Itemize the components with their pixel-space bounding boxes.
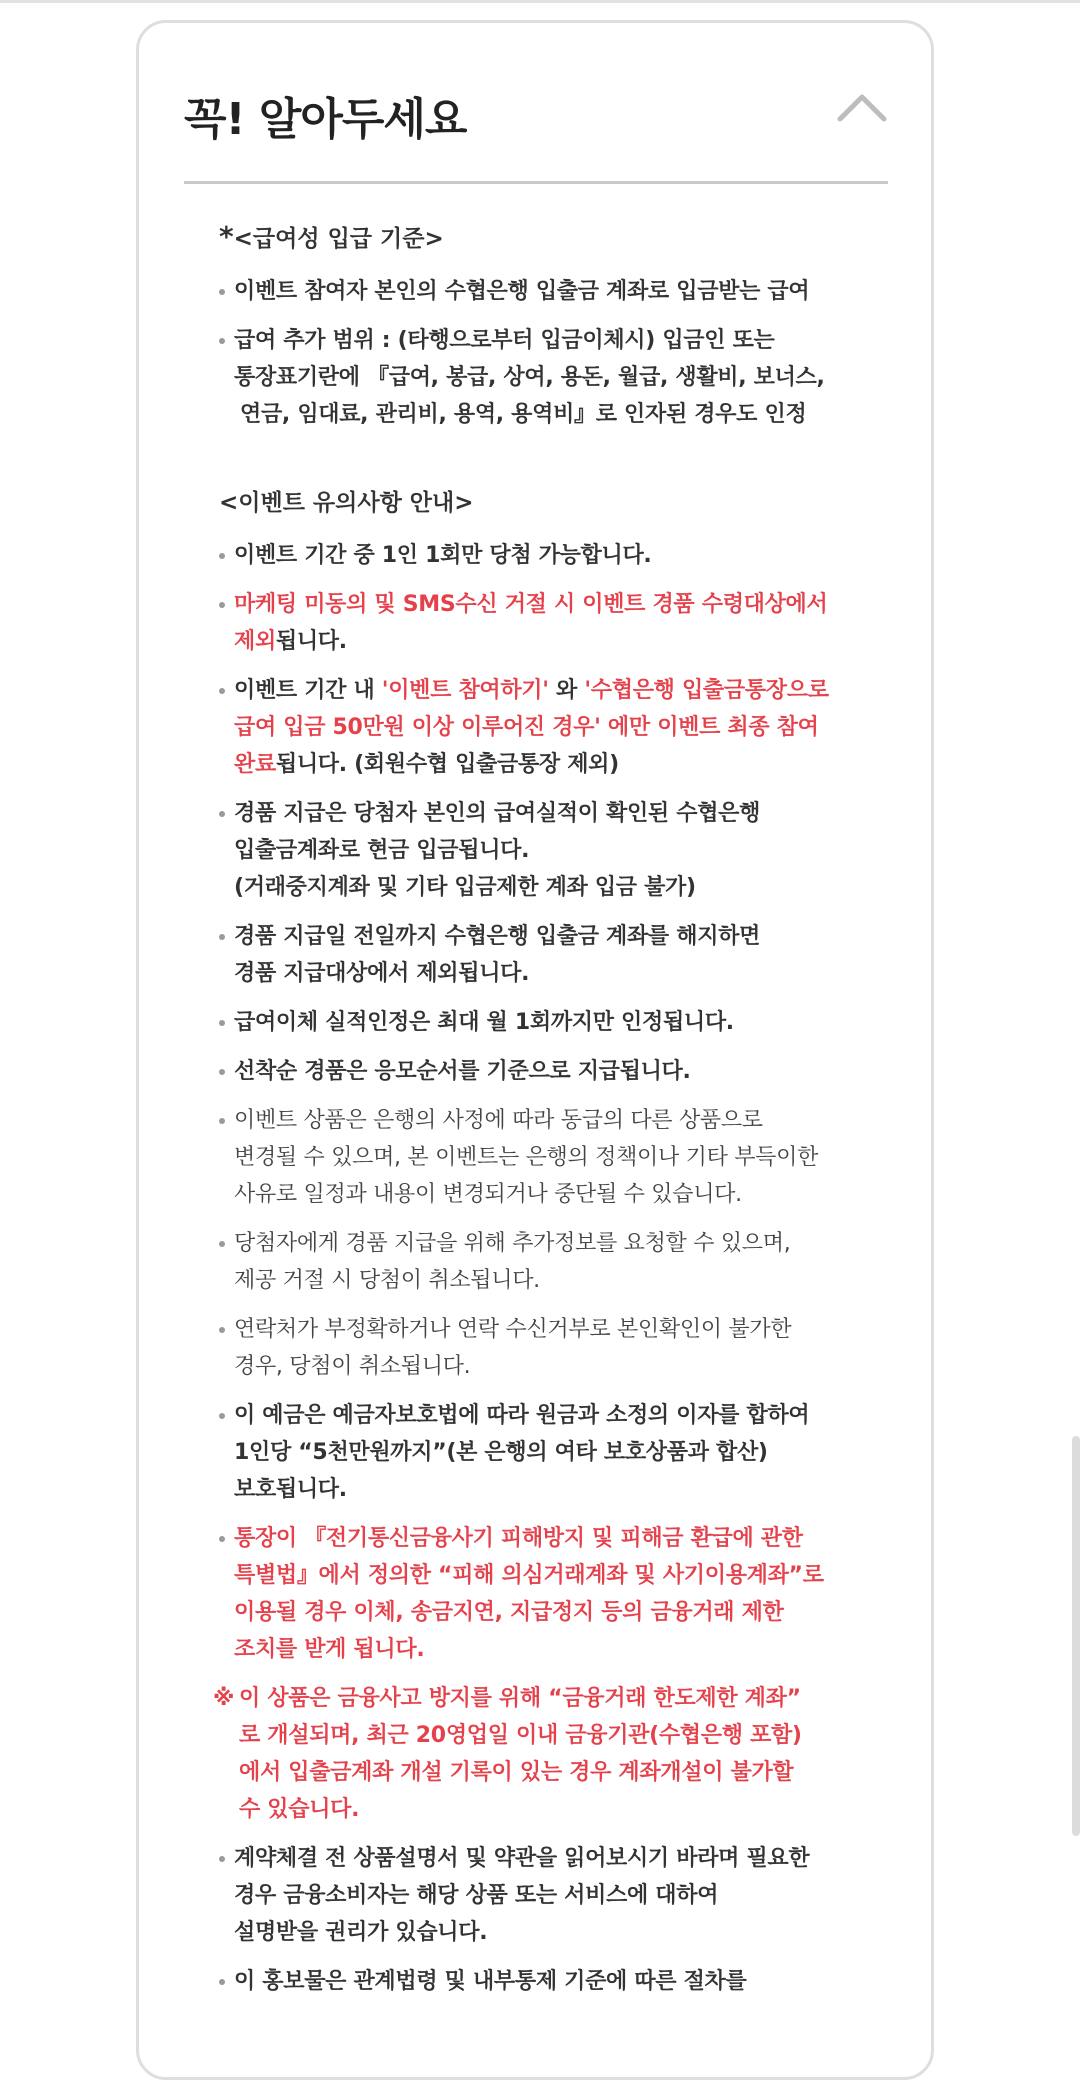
list-item: 이벤트 참여자 본인의 수협은행 입출금 계좌로 입금받는 급여 [219, 273, 889, 310]
top-divider [0, 0, 1080, 3]
list-item: 통장이 『전기통신금융사기 피해방지 및 피해금 환급에 관한 특별법』에서 정의한 “피해 의심거래계좌 및 사기이용계좌”로 이용될 경우 이체, 송금지연, 지급정지 등의 금융거래 제한 조치를 받게 됩니다. [219, 1520, 889, 1668]
notice-content [213, 219, 889, 2012]
chevron-up-icon [832, 83, 892, 133]
list-item: 급여이체 실적인정은 최대 월 1회까지만 인정됩니다. [219, 1004, 889, 1041]
list-item: 계약체결 전 상품설명서 및 약관을 읽어보시기 바라며 필요한 경우 금융소비자는 해당 상품 또는 서비스에 대하여 설명받을 권리가 있습니다. [219, 1840, 889, 1951]
list-item: 이벤트 기간 내 '이벤트 참여하기' 와 '수협은행 입출금통장으로 급여 입금 50만원 이상 이루어진 경우' 에만 이벤트 최종 참여 완료됩니다. (회원수협 입출금통장 제외) [219, 672, 889, 783]
list-item: 당첨자에게 경품 지급을 위해 추가정보를 요청할 수 있으며, 제공 거절 시 당첨이 취소됩니다. [219, 1225, 889, 1299]
list-item: 이벤트 기간 중 1인 1회만 당첨 가능합니다. [219, 537, 889, 574]
list-item: ※ 이 상품은 금융사고 방지를 위해 “금융거래 한도제한 계좌” 로 개설되며, 최근 20영업일 이내 금융기관(수협은행 포함) 에서 입출금계좌 개설 기록이 있는 경우 계좌개설이 불가할 수 있습니다. [219, 1680, 889, 1828]
notice-card [136, 20, 934, 2080]
list-item: 선착순 경품은 응모순서를 기준으로 지급됩니다. [219, 1053, 889, 1090]
note-mark-icon: ※ [213, 1686, 235, 1711]
list-item: 연락처가 부정확하거나 연락 수신거부로 본인확인이 불가한 경우, 당첨이 취소됩니다. [219, 1311, 889, 1385]
event-notice-list [213, 537, 889, 2000]
section-title-event-notice: <이벤트 유의사항 안내> [219, 490, 474, 516]
list-item: 이 예금은 예금자보호법에 따라 원금과 소정의 이자를 합하여 1인당 “5천만원까지”(본 은행의 여타 보호상품과 합산) 보호됩니다. [219, 1397, 889, 1508]
list-item: 마케팅 미동의 및 SMS수신 거절 시 이벤트 경품 수령대상에서 제외됩니다. [219, 586, 889, 660]
list-item: 경품 지급일 전일까지 수협은행 입출금 계좌를 해지하면 경품 지급대상에서 제외됩니다. [219, 918, 889, 992]
scrollbar-thumb[interactable] [1072, 1436, 1080, 1836]
salary-criteria-list [219, 273, 889, 433]
section-title-salary-criteria: *<급여성 입급 기준> [219, 220, 444, 253]
list-item: 이벤트 상품은 은행의 사정에 따라 동급의 다른 상품으로 변경될 수 있으며, 본 이벤트는 은행의 정책이나 기타 부득이한 사유로 일정과 내용이 변경되거나 중단될 수 있습니다. [219, 1102, 889, 1213]
list-item: 경품 지급은 당첨자 본인의 급여실적이 확인된 수협은행 입출금계좌로 현금 입금됩니다. (거래중지계좌 및 기타 입금제한 계좌 입금 불가) [219, 795, 889, 906]
list-item: 급여 추가 범위 : (타행으로부터 입금이체시) 입금인 또는 통장표기란에 『급여, 봉급, 상여, 용돈, 월급, 생활비, 보너스, 연금, 임대료, 관리비, 용역, 용역비』로 인자된 경우도 인정 [219, 322, 889, 433]
notice-title: 꼭! 알아두세요 [184, 94, 467, 145]
collapse-button[interactable] [832, 83, 892, 133]
header-divider [184, 181, 888, 184]
notice-header[interactable] [184, 73, 892, 153]
list-item: 이 홍보물은 관계법령 및 내부통제 기준에 따른 절차를 [219, 1963, 889, 2000]
